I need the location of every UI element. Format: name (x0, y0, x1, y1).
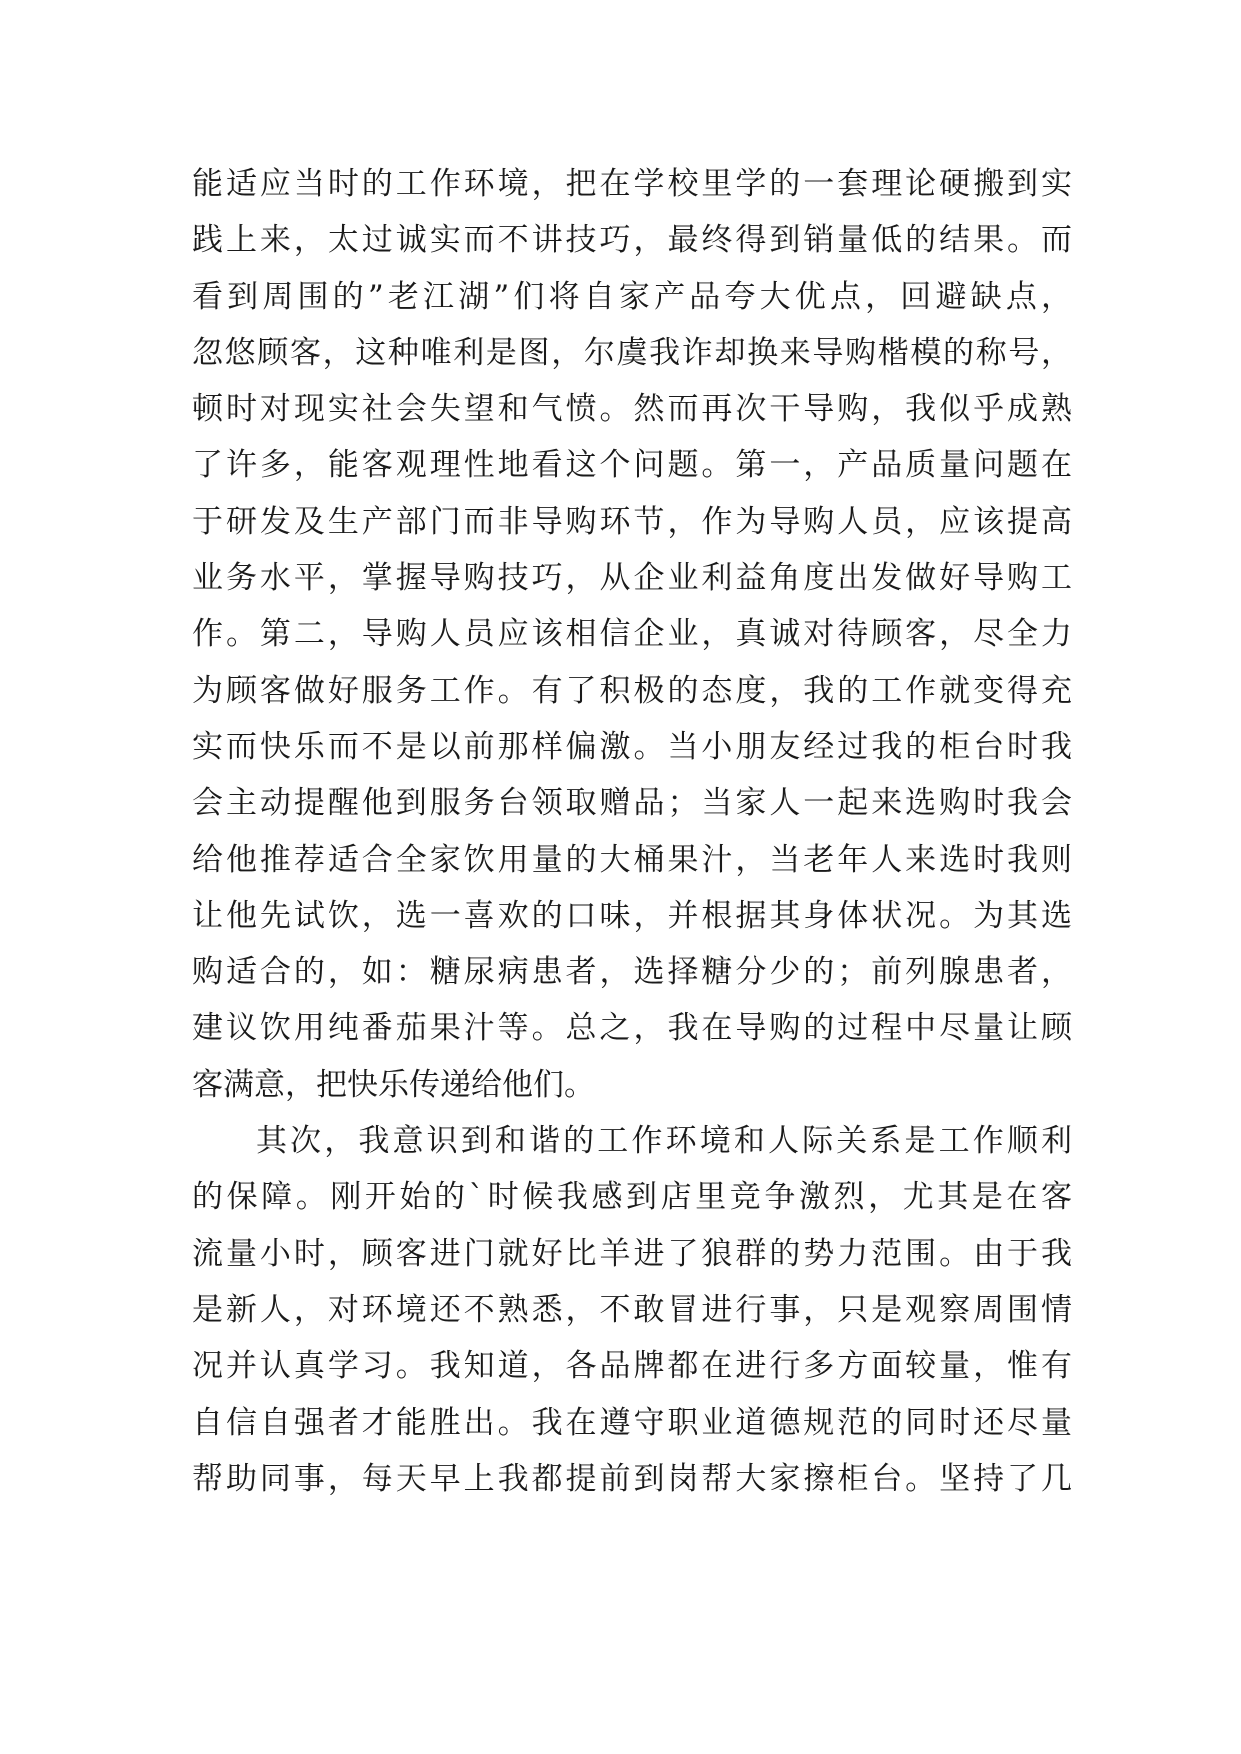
text-line: 作。第二，导购人员应该相信企业，真诚对待顾客，尽全力 (192, 616, 1072, 653)
paragraph-first-line: 其次，我意识到和谐的工作环境和人际关系是工作顺利 (256, 1123, 1072, 1160)
text-line: 的保障。刚开始的`时候我感到店里竞争激烈，尤其是在客 (192, 1179, 1072, 1216)
text-line: 忽悠顾客，这种唯利是图，尔虞我诈却换来导购楷模的称号， (192, 334, 1072, 371)
text-line: 自信自强者才能胜出。我在遵守职业道德规范的同时还尽量 (192, 1404, 1072, 1441)
text-line: 购适合的，如：糖尿病患者，选择糖分少的；前列腺患者， (192, 954, 1072, 991)
text-line: 会主动提醒他到服务台领取赠品；当家人一起来选购时我会 (192, 785, 1072, 822)
text-line: 况并认真学习。我知道，各品牌都在进行多方面较量，惟有 (192, 1348, 1072, 1385)
text-line: 于研发及生产部门而非导购环节，作为导购人员，应该提高 (192, 503, 1072, 540)
text-line: 实而快乐而不是以前那样偏激。当小朋友经过我的柜台时我 (192, 728, 1072, 765)
paragraph-end-line: 客满意，把快乐传递给他们。 (192, 1066, 595, 1103)
text-line: 为顾客做好服务工作。有了积极的态度，我的工作就变得充 (192, 672, 1072, 709)
text-line: 给他推荐适合全家饮用量的大桶果汁，当老年人来选时我则 (192, 841, 1072, 878)
text-line: 看到周围的”老江湖”们将自家产品夸大优点，回避缺点， (192, 278, 1072, 315)
text-line: 能适应当时的工作环境，把在学校里学的一套理论硬搬到实 (192, 166, 1072, 202)
body-text (192, 162, 1072, 1513)
text-line: 帮助同事，每天早上我都提前到岗帮大家擦柜台。坚持了几 (192, 1460, 1072, 1497)
text-line: 是新人，对环境还不熟悉，不敢冒进行事，只是观察周围情 (192, 1291, 1072, 1328)
text-line: 流量小时，顾客进门就好比羊进了狼群的势力范围。由于我 (192, 1235, 1072, 1272)
text-line: 建议饮用纯番茄果汁等。总之，我在导购的过程中尽量让顾 (192, 1010, 1072, 1047)
text-line: 业务水平，掌握导购技巧，从企业利益角度出发做好导购工 (192, 560, 1072, 597)
text-line: 了许多，能客观理性地看这个问题。第一，产品质量问题在 (192, 447, 1072, 484)
text-line: 让他先试饮，选一喜欢的口味，并根据其身体状况。为其选 (192, 897, 1072, 934)
text-line: 顿时对现实社会失望和气愤。然而再次干导购，我似乎成熟 (192, 391, 1072, 428)
text-line: 践上来，太过诚实而不讲技巧，最终得到销量低的结果。而 (192, 222, 1072, 259)
